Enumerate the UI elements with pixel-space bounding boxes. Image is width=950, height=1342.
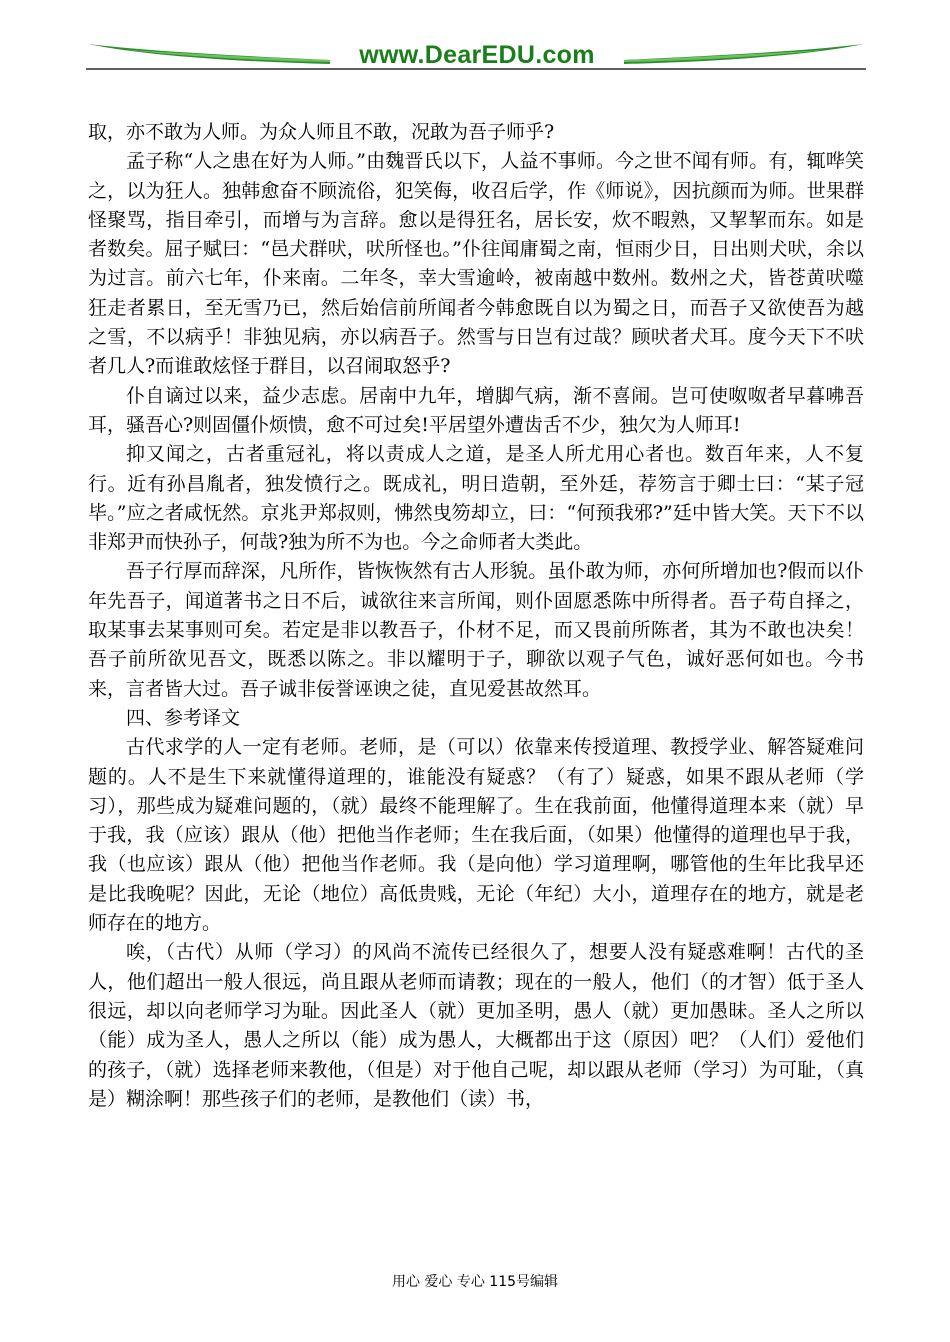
paragraph: 仆自谪过以来，益少志虑。居南中九年，增脚气病，渐不喜闹。岂可使呶呶者早暮咈吾耳，骚吾心?则固僵仆烦愦，愈不可过矣!平居望外遭齿舌不少，独欠为人师耳! — [88, 384, 864, 436]
site-url: www.DearEDU.com — [359, 41, 595, 69]
paragraph: 抑又闻之，古者重冠礼，将以责成人之道，是圣人所尤用心者也。数百年来，人不复行。近有孙昌胤者，独发愤行之。既成礼，明日造朝，至外廷，荐笏言于卿士曰：“某子冠毕。”应之者咸怃然。京兆尹郑叔则，怫然曳笏却立，曰：“何预我邪?”廷中皆大笑。天下不以非郑尹而快孙子，何哉?独为所不为也。今之命师者大类此。 — [88, 443, 864, 554]
section-heading: 四、参考译文 — [126, 706, 241, 729]
paragraph: 孟子称“人之患在好为人师。”由魏晋氏以下，人益不事师。今之世不闻有师。有，辄哗笑之，以为狂人。独韩愈奋不顾流俗，犯笑侮，收召后学，作《师说》，因抗颜而为师。世果群怪聚骂，指目牵引，而增与为言辞。愈以是得狂名，居长安，炊不暇熟，又挈挈而东。如是者数矣。屈子赋曰：“邑犬群吠，吠所怪也。”仆往闻庸蜀之南，恒雨少日，日出则犬吠，余以为过言。前六七年，仆来南。二年冬，幸大雪逾岭，被南越中数州。数州之犬，皆苍黄吠噬狂走者累日，至无雪乃已，然后始信前所闻者今韩愈既自以为蜀之日，而吾子又欲使吾为越之雪，不以病乎！非独见病，亦以病吾子。然雪与日岂有过哉？顾吠者犬耳。度今天下不吠者几人?而谁敢炫怪于群目，以召闹取怒乎? — [88, 150, 864, 378]
paragraph: 取，亦不敢为人师。为众人师且不敢，况敢为吾子师乎? — [88, 121, 555, 143]
paragraph: 唉，（古代）从师（学习）的风尚不流传已经很久了，想要人没有疑惑难啊！古代的圣人，他们超出一般人很远，尚且跟从老师而请教；现在的一般人，他们（的才智）低于圣人很远，却以向老师学习为耻。因此圣人（就）更加圣明，愚人（就）更加愚昧。圣人之所以（能）成为圣人，愚人之所以（能）成为愚人，大概都出于这（原因）吧？（人们）爱他们的孩子，（就）选择老师来教他，（但是）对于他自己呢，却以跟从老师（学习）为可耻，（真是）糊涂啊！那些孩子们的老师，是教他们（读）书， — [88, 941, 864, 1110]
paragraph: 古代求学的人一定有老师。老师，是（可以）依靠来传授道理、教授学业、解答疑难问题的。人不是生下来就懂得道理的，谁能没有疑惑？（有了）疑惑，如果不跟从老师（学习），那些成为疑难问题的，（就）最终不能理解了。生在我前面，他懂得道理本来（就）早于我，我（应该）跟从（他）把他当作老师；生在我后面，（如果）他懂得的道理也早于我，我（也应该）跟从（他）把他当作老师。我（是向他）学习道理啊，哪管他的生年比我早还是比我晚呢？因此，无论（地位）高低贵贱，无论（年纪）大小，道理存在的地方，就是老师存在的地方。 — [88, 736, 864, 935]
page-header — [86, 36, 866, 70]
header-banner — [86, 36, 866, 70]
document-body — [88, 118, 864, 1114]
paragraph: 吾子行厚而辞深，凡所作，皆恢恢然有古人形貌。虽仆敢为师，亦何所增加也?假而以仆年先吾子，闻道著书之日不后，诚欲往来言所闻，则仆固愿悉陈中所得者。吾子苟自择之，取某事去某事则可矣。若定是非以教吾子，仆材不足，而又畏前所陈者，其为不敢也决矣！吾子前所欲见吾文，既悉以陈之。非以耀明于子，聊欲以观子气色，诚好恶何如也。今书来，言者皆大过。吾子诚非佞誉诬谀之徒，直见爱甚故然耳。 — [88, 560, 864, 700]
page-footer: 用心 爱心 专心 115号编辑 — [391, 1274, 559, 1290]
